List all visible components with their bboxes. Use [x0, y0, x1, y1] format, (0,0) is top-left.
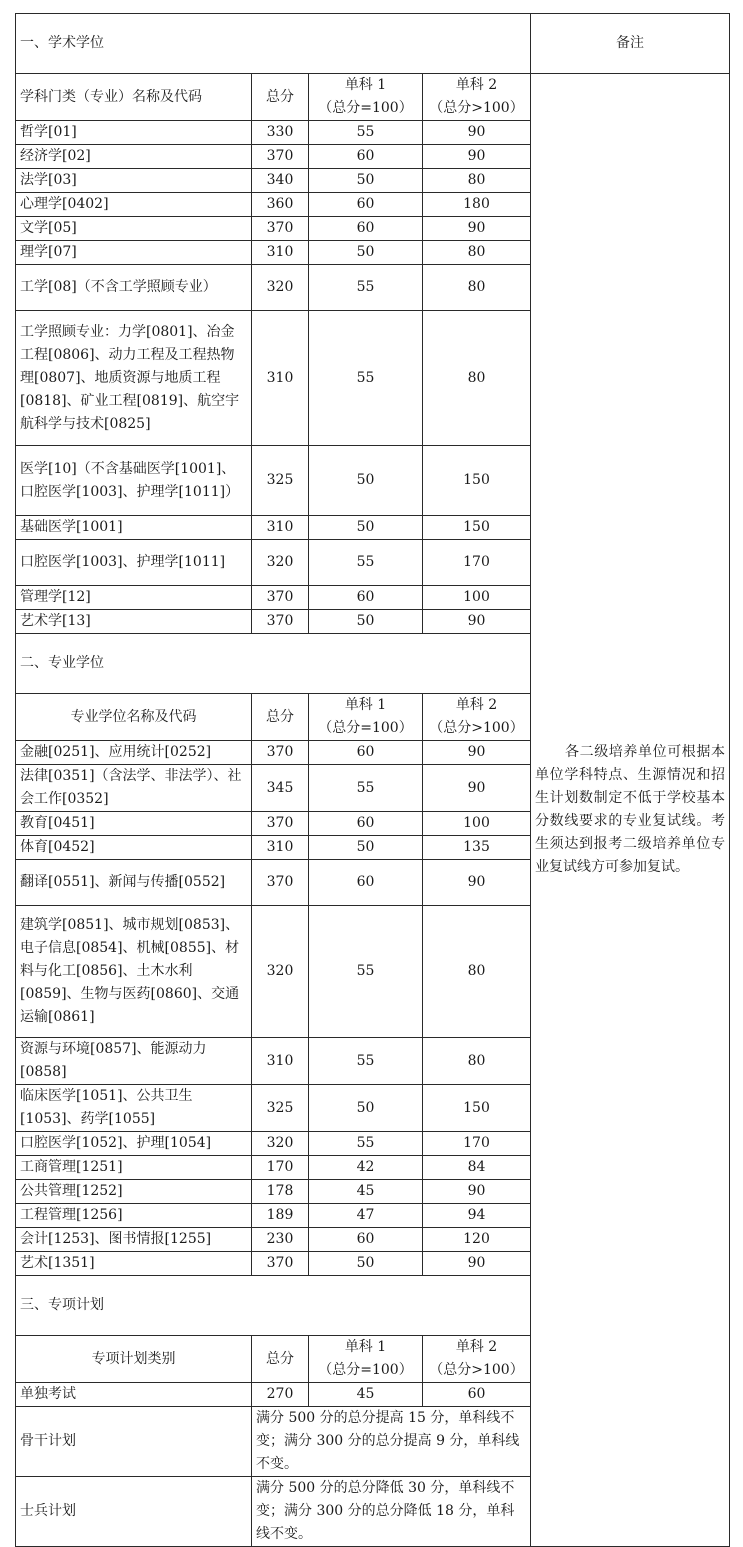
row-single1: 55 [309, 265, 423, 311]
row-total: 310 [252, 836, 309, 860]
row-name: 会计[1253]、图书情报[1255] [16, 1228, 252, 1252]
row-single1: 55 [309, 1038, 423, 1085]
row-name: 体育[0452] [16, 836, 252, 860]
row-total: 320 [252, 265, 309, 311]
header-total: 总分 [252, 1336, 309, 1383]
row-total: 178 [252, 1180, 309, 1204]
row-single1: 60 [309, 1228, 423, 1252]
row-single2: 80 [423, 265, 531, 311]
row-name: 基础医学[1001] [16, 516, 252, 540]
header-total: 总分 [252, 74, 309, 121]
row-name: 法律[0351]（含法学、非法学）、社会工作[0352] [16, 765, 252, 812]
row-total: 330 [252, 121, 309, 145]
row-single2: 90 [423, 860, 531, 906]
row-total: 370 [252, 1252, 309, 1276]
row-total: 370 [252, 812, 309, 836]
soldier-rule-text: 满分 500 分的总分降低 30 分，单科线不变；满分 300 分的总分降低 18 分，单科线不变。 [252, 1477, 531, 1547]
row-single2: 90 [423, 217, 531, 241]
row-single1: 50 [309, 446, 423, 516]
section-title-row [16, 14, 730, 74]
header-single2: 单科 2 （总分>100） [423, 74, 531, 121]
row-name: 翻译[0551]、新闻与传播[0552] [16, 860, 252, 906]
row-name: 口腔医学[1003]、护理学[1011] [16, 540, 252, 586]
row-total: 310 [252, 241, 309, 265]
row-single1: 47 [309, 1204, 423, 1228]
row-single2: 120 [423, 1228, 531, 1252]
row-name: 士兵计划 [16, 1477, 252, 1547]
row-name: 法学[03] [16, 169, 252, 193]
row-single1: 45 [309, 1383, 423, 1407]
row-single1: 60 [309, 217, 423, 241]
row-name: 建筑学[0851]、城市规划[0853]、电子信息[0854]、机械[0855]、材料与化工[0856]、土木水利[0859]、生物与医药[0860]、交通运输[0861] [16, 906, 252, 1038]
row-single2: 100 [423, 586, 531, 610]
header-name: 专业学位名称及代码 [16, 694, 252, 741]
row-single2: 150 [423, 516, 531, 540]
row-total: 370 [252, 610, 309, 634]
row-name: 工学照顾专业：力学[0801]、冶金工程[0806]、动力工程及工程热物理[0807]、地质资源与地质工程 [0818]、矿业工程[0819]、航空宇航科学与技术[0825] [16, 311, 252, 446]
row-single2: 60 [423, 1383, 531, 1407]
header-total: 总分 [252, 694, 309, 741]
row-single2: 80 [423, 1038, 531, 1085]
row-total: 370 [252, 217, 309, 241]
row-total: 370 [252, 145, 309, 169]
row-total: 230 [252, 1228, 309, 1252]
row-single1: 45 [309, 1180, 423, 1204]
row-single1: 50 [309, 836, 423, 860]
row-single1: 60 [309, 812, 423, 836]
row-single2: 90 [423, 610, 531, 634]
row-single1: 55 [309, 906, 423, 1038]
header-row [16, 74, 730, 121]
backbone-rule-text: 满分 500 分的总分提高 15 分，单科线不变；满分 300 分的总分提高 9 分，单科线不变。 [252, 1407, 531, 1477]
row-single2: 100 [423, 812, 531, 836]
row-total: 370 [252, 741, 309, 765]
row-name: 经济学[02] [16, 145, 252, 169]
row-name: 艺术[1351] [16, 1252, 252, 1276]
row-single2: 90 [423, 1252, 531, 1276]
header-single1: 单科 1 （总分=100） [309, 1336, 423, 1383]
row-single1: 50 [309, 169, 423, 193]
section-title-special: 三、专项计划 [16, 1276, 531, 1336]
row-single2: 80 [423, 169, 531, 193]
row-single1: 60 [309, 193, 423, 217]
row-single2: 170 [423, 1132, 531, 1156]
row-single2: 135 [423, 836, 531, 860]
row-single2: 180 [423, 193, 531, 217]
row-single1: 50 [309, 610, 423, 634]
row-total: 345 [252, 765, 309, 812]
row-single2: 90 [423, 741, 531, 765]
remark-text: 各二级培养单位可根据本单位学科特点、生源情况和招生计划数制定不低于学校基本分数线要求的专业复试线。考生须达到报考二级培养单位专业复试线方可参加复试。 [531, 74, 730, 1547]
row-name: 心理学[0402] [16, 193, 252, 217]
row-name: 金融[0251]、应用统计[0252] [16, 741, 252, 765]
score-table-body [16, 14, 730, 1547]
row-name: 哲学[01] [16, 121, 252, 145]
row-single1: 60 [309, 145, 423, 169]
row-single2: 90 [423, 121, 531, 145]
row-single1: 55 [309, 765, 423, 812]
row-single1: 55 [309, 121, 423, 145]
row-name: 教育[0451] [16, 812, 252, 836]
row-single1: 55 [309, 1132, 423, 1156]
row-total: 320 [252, 1132, 309, 1156]
row-name: 管理学[12] [16, 586, 252, 610]
section-title-academic: 一、学术学位 [16, 14, 531, 74]
row-name: 医学[10]（不含基础医学[1001]、口腔医学[1003]、护理学[1011]） [16, 446, 252, 516]
row-total: 270 [252, 1383, 309, 1407]
row-single2: 170 [423, 540, 531, 586]
row-name: 骨干计划 [16, 1407, 252, 1477]
row-total: 320 [252, 906, 309, 1038]
row-single2: 80 [423, 906, 531, 1038]
row-total: 310 [252, 1038, 309, 1085]
header-name: 学科门类（专业）名称及代码 [16, 74, 252, 121]
row-single2: 80 [423, 241, 531, 265]
header-single1: 单科 1 （总分=100） [309, 74, 423, 121]
header-name: 专项计划类别 [16, 1336, 252, 1383]
header-single2: 单科 2 （总分>100） [423, 694, 531, 741]
row-single1: 50 [309, 1085, 423, 1132]
row-single1: 55 [309, 311, 423, 446]
row-name: 口腔医学[1052]、护理[1054] [16, 1132, 252, 1156]
row-total: 320 [252, 540, 309, 586]
row-name: 工学[08]（不含工学照顾专业） [16, 265, 252, 311]
row-name: 工商管理[1251] [16, 1156, 252, 1180]
row-single1: 42 [309, 1156, 423, 1180]
row-total: 170 [252, 1156, 309, 1180]
row-single1: 60 [309, 741, 423, 765]
row-single2: 150 [423, 1085, 531, 1132]
header-single2: 单科 2 （总分>100） [423, 1336, 531, 1383]
row-name: 资源与环境[0857]、能源动力[0858] [16, 1038, 252, 1085]
row-name: 工程管理[1256] [16, 1204, 252, 1228]
row-total: 189 [252, 1204, 309, 1228]
row-total: 310 [252, 311, 309, 446]
row-single2: 84 [423, 1156, 531, 1180]
row-name: 理学[07] [16, 241, 252, 265]
row-single1: 60 [309, 860, 423, 906]
row-total: 325 [252, 446, 309, 516]
row-single1: 55 [309, 540, 423, 586]
row-single1: 50 [309, 1252, 423, 1276]
row-total: 325 [252, 1085, 309, 1132]
row-single2: 94 [423, 1204, 531, 1228]
row-single1: 60 [309, 586, 423, 610]
row-single1: 50 [309, 516, 423, 540]
row-name: 单独考试 [16, 1383, 252, 1407]
row-name: 文学[05] [16, 217, 252, 241]
header-single1: 单科 1 （总分=100） [309, 694, 423, 741]
row-single1: 50 [309, 241, 423, 265]
row-name: 公共管理[1252] [16, 1180, 252, 1204]
row-single2: 90 [423, 765, 531, 812]
row-single2: 150 [423, 446, 531, 516]
row-total: 370 [252, 586, 309, 610]
row-total: 370 [252, 860, 309, 906]
remark-header: 备注 [531, 14, 730, 74]
row-name: 临床医学[1051]、公共卫生[1053]、药学[1055] [16, 1085, 252, 1132]
row-name: 艺术学[13] [16, 610, 252, 634]
row-total: 340 [252, 169, 309, 193]
row-total: 360 [252, 193, 309, 217]
row-single2: 90 [423, 1180, 531, 1204]
score-table [15, 13, 730, 1547]
row-single2: 90 [423, 145, 531, 169]
row-single2: 80 [423, 311, 531, 446]
row-total: 310 [252, 516, 309, 540]
section-title-professional: 二、专业学位 [16, 634, 531, 694]
